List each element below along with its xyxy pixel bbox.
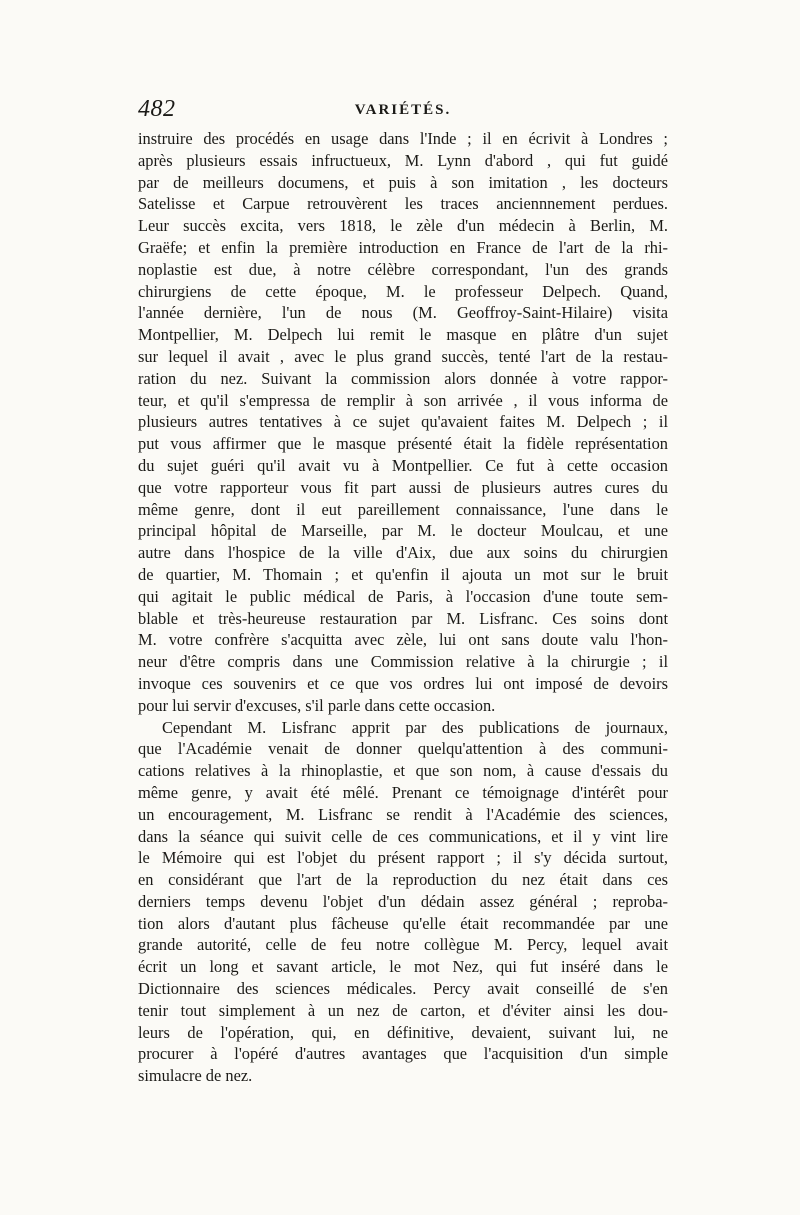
text-line: cations relatives à la rhinoplastie, et que son nom, à cause d'essais du	[138, 761, 668, 781]
text-line: instruire des procédés en usage dans l'Inde ; il en écrivit à Londres ;	[138, 129, 668, 148]
page-number: 482	[138, 96, 176, 122]
text-line: tenir tout simplement à un nez de carton, et d'éviter ainsi les dou-	[138, 1000, 668, 1020]
text-line: sur lequel il avait , avec le plus grand succès, tenté l'art de la restau-	[138, 346, 668, 366]
text-line: Satelisse et Carpue retrouvèrent les traces anciennnement perdues.	[138, 194, 668, 214]
text-line: un encouragement, M. Lisfranc se rendit à l'Académie des sciences,	[138, 804, 668, 824]
text-line: derniers temps devenu l'objet d'un dédain assez général ; reproba-	[138, 891, 668, 911]
text-line: que l'Académie venait de donner quelqu'attention à des communi-	[138, 739, 668, 759]
text-line: ration du nez. Suivant la commission alors donnée à votre rappor-	[138, 368, 668, 388]
text-line: chirurgiens de cette époque, M. le professeur Delpech. Quand,	[138, 281, 668, 301]
running-head: VARIÉTÉS.	[354, 102, 452, 118]
text-line: même genre, y avait été mêlé. Prenant ce témoignage d'intérêt pour	[138, 782, 668, 802]
text-line: principal hôpital de Marseille, par M. le docteur Moulcau, et une	[138, 521, 668, 541]
text-line: blable et très-heureuse restauration par M. Lisfranc. Ces soins dont	[138, 608, 668, 628]
text-line: grande autorité, celle de feu notre collègue M. Percy, lequel avait	[138, 935, 668, 955]
text-line: teur, et qu'il s'empressa de remplir à son arrivée , il vous informa de	[138, 390, 668, 410]
text-line: Dictionnaire des sciences médicales. Percy avait conseillé de s'en	[138, 979, 668, 999]
text-line: leurs de l'opération, qui, en définitive, devaient, suivant lui, ne	[138, 1022, 668, 1042]
paragraph-end-line: simulacre de nez.	[138, 1066, 253, 1086]
text-line: neur d'être compris dans une Commission relative à la chirurgie ; il	[138, 652, 668, 672]
paragraph-start-line: Cependant M. Lisfranc apprit par des publications de journaux,	[162, 717, 668, 737]
text-line: l'année dernière, l'un de nous (M. Geoffroy-Saint-Hilaire) visita	[138, 303, 668, 323]
text-line: du sujet guéri qu'il avait vu à Montpellier. Ce fut à cette occasion	[138, 455, 668, 475]
text-line: autre dans l'hospice de la ville d'Aix, due aux soins du chirurgien	[138, 543, 668, 563]
text-line: tion alors d'autant plus fâcheuse qu'elle était recommandée par une	[138, 913, 668, 933]
text-line: Montpellier, M. Delpech lui remit le masque en plâtre d'un sujet	[138, 325, 668, 345]
text-line: Leur succès excita, vers 1818, le zèle d'un médecin à Berlin, M.	[138, 216, 668, 236]
text-line: après plusieurs essais infructueux, M. Lynn d'abord , qui fut guidé	[138, 150, 668, 170]
text-line: le Mémoire qui est l'objet du présent rapport ; il s'y décida surtout,	[138, 848, 668, 868]
text-line: procurer à l'opéré d'autres avantages que l'acquisition d'un simple	[138, 1044, 668, 1064]
text-line: put vous affirmer que le masque présenté était la fidèle représentation	[138, 434, 668, 454]
text-line: que votre rapporteur vous fit part aussi de plusieurs autres cures du	[138, 477, 668, 497]
page-header	[138, 96, 668, 126]
text-line: dans la séance qui suivit celle de ces communications, et il y vint lire	[138, 826, 668, 846]
text-line: noplastie est due, à notre célèbre correspondant, l'un des grands	[138, 259, 668, 279]
text-line: M. votre confrère s'acquitta avec zèle, lui ont sans doute valu l'hon-	[138, 630, 668, 650]
text-line: invoque ces souvenirs et ce que vos ordres lui ont imposé de devoirs	[138, 673, 668, 693]
text-line: qui agitait le public médical de Paris, à l'occasion d'une toute sem-	[138, 586, 668, 606]
text-line: même genre, dont il eut pareillement connaissance, l'une dans le	[138, 499, 668, 519]
paragraph-end-line: pour lui servir d'excuses, s'il parle dans cette occasion.	[138, 695, 496, 715]
text-line: Graëfe; et enfin la première introduction en France de l'art de la rhi-	[138, 237, 668, 257]
text-line: écrit un long et savant article, le mot Nez, qui fut inséré dans le	[138, 957, 668, 977]
body-text	[138, 128, 668, 1087]
text-line: par de meilleurs documens, et puis à son imitation , les docteurs	[138, 172, 668, 192]
text-line: de quartier, M. Thomain ; et qu'enfin il ajouta un mot sur le bruit	[138, 564, 668, 584]
text-line: plusieurs autres tentatives à ce sujet qu'avaient faites M. Delpech ; il	[138, 412, 668, 432]
text-line: en considérant que l'art de la reproduction du nez était dans ces	[138, 870, 668, 890]
